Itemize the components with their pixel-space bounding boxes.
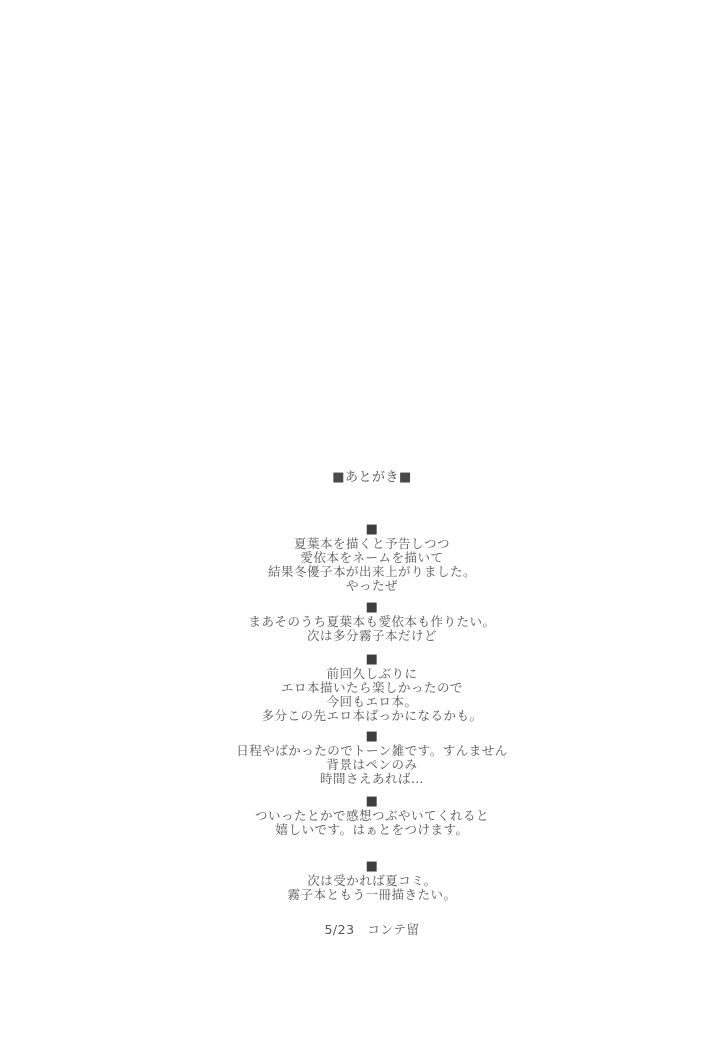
afterword-title: ■あとがき■: [332, 470, 412, 485]
afterword-line: 愛依本をネームを描いて: [300, 550, 444, 565]
afterword-section: [31, 601, 713, 643]
date-signature: 5/23 コンテ留: [324, 922, 420, 937]
afterword-line: 時間さえあれば…: [319, 771, 424, 786]
afterword-section: [31, 653, 713, 723]
afterword-line: 背景はペンのみ: [326, 757, 418, 772]
afterword-content: [0, 471, 713, 937]
afterword-line: 結果冬優子本が出来上がりました。: [267, 564, 476, 579]
afterword-line: 次は受かれば夏コミ。: [307, 873, 437, 888]
section-marker-icon: ■: [365, 522, 379, 537]
afterword-line: やったぜ: [345, 578, 398, 593]
afterword-line: 霧子本ともう一冊描きたい。: [287, 887, 457, 902]
afterword-line: ついったとかで感想つぶやいてくれると: [254, 808, 489, 823]
afterword-section: [31, 730, 713, 786]
section-marker-icon: ■: [365, 794, 379, 809]
afterword-line: 嬉しいです。はぁとをつけます。: [275, 822, 469, 837]
afterword-section: [31, 860, 713, 902]
afterword-line: 多分この先エロ本ばっかになるかも。: [261, 708, 483, 723]
afterword-line: 次は多分霧子本だけど: [306, 628, 437, 643]
section-marker-icon: ■: [365, 859, 379, 874]
afterword-section: [31, 795, 713, 837]
afterword-line: 日程やばかったのでトーン雑です。すんません: [236, 743, 508, 758]
afterword-line: 今回もエロ本。: [326, 694, 418, 709]
section-marker-icon: ■: [365, 652, 379, 667]
section-marker-icon: ■: [365, 729, 379, 744]
afterword-line: エロ本描いたら楽しかったので: [280, 680, 463, 695]
afterword-line: まあそのうち夏葉本も愛依本も作りたい。: [248, 614, 496, 629]
afterword-line: 前回久しぶりに: [326, 666, 418, 681]
afterword-line: 夏葉本を描くと予告しつつ: [293, 536, 450, 551]
afterword-section: [31, 523, 713, 593]
section-marker-icon: ■: [365, 600, 379, 615]
